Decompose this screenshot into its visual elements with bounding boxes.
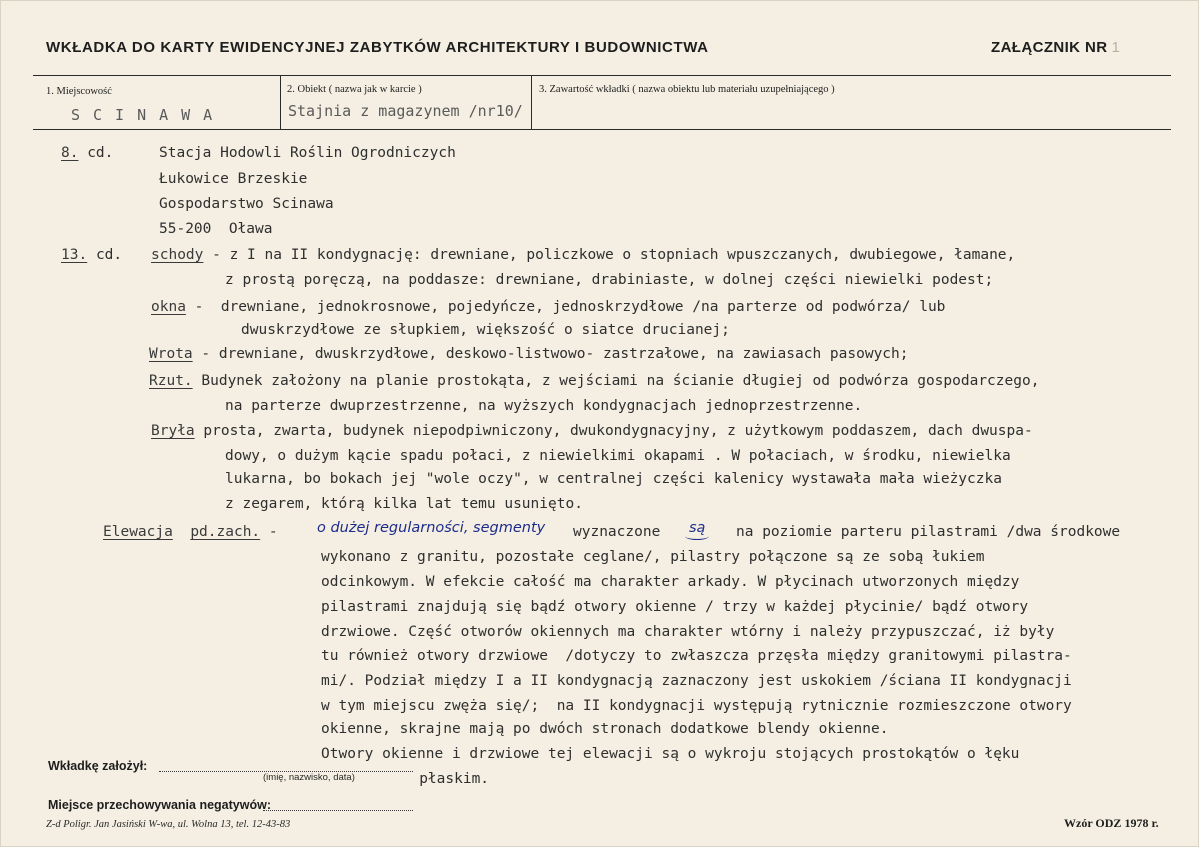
handwritten-annotation-2 bbox=[689, 520, 705, 536]
inserted-by-label: Wkładkę założył: bbox=[48, 759, 148, 773]
section-8-number bbox=[61, 144, 113, 162]
section-8-line: Stacja Hodowli Roślin Ogrodniczych bbox=[159, 145, 456, 161]
column-divider-2 bbox=[531, 75, 532, 129]
bryla-line-3: lukarna, bo bokach jej "wole oczy", w centralnej części kalenicy wystawała mała wieżyczka bbox=[225, 471, 1002, 487]
elewacja-heading bbox=[103, 523, 278, 541]
section-13-cd: cd. bbox=[95, 247, 123, 263]
elewacja-side: pd.zach. bbox=[190, 524, 261, 540]
elewacja-line: w tym miejscu zwęża się/; na II kondygnacji występują rytnicznie rozmieszczone otwory bbox=[321, 698, 1072, 714]
elewacja-line: Otwory okienne i drzwiowe tej elewacji są o wykroju stojących prostokątów o łęku bbox=[321, 746, 1020, 762]
elewacja-line: mi/. Podział między I a II kondygnacją zaznaczony jest uskokiem /ściana II kondygnacji bbox=[321, 673, 1072, 689]
annex-text: ZAŁĄCZNIK NR bbox=[991, 39, 1108, 56]
okna-line-1 bbox=[151, 298, 945, 316]
object-value: Stajnia z magazynem /nr10/ bbox=[288, 102, 523, 120]
wrota-label: Wrota bbox=[149, 346, 193, 362]
okna-text: - drewniane, jednokrosnowe, pojedyńcze, jednoskrzydłowe /na parterze od podwórza/ lub bbox=[185, 299, 946, 315]
bryla-text: prosta, zwarta, budynek niepodpiwniczony, dwukondygnacyjny, z użytkowym poddaszem, dach dwuspa- bbox=[194, 423, 1033, 439]
schody-text: - z I na II kondygnację: drewniane, policzkowe o stopniach wpuszczanych, dwubiegowe, łamane, bbox=[203, 247, 1016, 263]
handwritten-word: są bbox=[689, 520, 706, 536]
elewacja-line: pilastrami znajdują się bądź otwory okienne / trzy w każdej płycinie/ bądź otwory bbox=[321, 599, 1029, 615]
column-divider-1 bbox=[280, 75, 281, 129]
section-13-num: 13. bbox=[61, 247, 88, 263]
negatives-line bbox=[263, 810, 413, 811]
handwritten-annotation-1: o dużej regularności, segmenty bbox=[317, 520, 546, 536]
section-13-number bbox=[61, 246, 122, 264]
elewacja-line: płaskim. bbox=[393, 771, 490, 787]
printer-imprint: Z-d Poligr. Jan Jasiński W-wa, ul. Wolna 13, tel. 12-43-83 bbox=[46, 819, 291, 830]
header-bottom-rule bbox=[33, 129, 1171, 130]
elewacja-label: Elewacja bbox=[103, 524, 173, 540]
bryla-line-1 bbox=[151, 422, 1033, 440]
inserted-by-note: (imię, nazwisko, data) bbox=[263, 772, 355, 783]
bryla-line-4: z zegarem, którą kilka lat temu usunięto. bbox=[225, 496, 583, 512]
elewacja-line: drzwiowe. Część otworów okiennych ma charakter wtórny i należy przypuszczać, iż były bbox=[321, 624, 1055, 640]
elewacja-line: tu również otwory drzwiowe /dotyczy to zwłaszcza przęsła między granitowymi pilastra- bbox=[321, 648, 1072, 664]
elewacja-line: okienne, skrajne mają po dwóch stronach dodatkowe blendy okienne. bbox=[321, 721, 889, 737]
object-field-label: 2. Obiekt ( nazwa jak w karcie ) bbox=[287, 84, 422, 95]
elewacja-dash: - bbox=[268, 524, 278, 540]
form-title: WKŁADKA DO KARTY EWIDENCYJNEJ ZABYTKÓW ARCHITEKTURY I BUDOWNICTWA bbox=[46, 39, 709, 56]
annex-label bbox=[991, 39, 1120, 56]
rzut-label: Rzut. bbox=[149, 373, 193, 389]
wrota-line-1 bbox=[149, 345, 909, 363]
content-field-label: 3. Zawartość wkładki ( nazwa obiektu lub materiału uzupełniającego ) bbox=[539, 84, 835, 95]
bryla-line-2: dowy, o dużym kącie spadu połaci, z niewielkimi okapami . W połaciach, w środku, niewielka bbox=[225, 448, 1011, 464]
elewacja-typed-1: wyznaczone bbox=[573, 524, 661, 540]
section-8-num: 8. bbox=[61, 145, 79, 161]
okna-label: okna bbox=[151, 299, 186, 315]
section-8-line: Łukowice Brzeskie bbox=[159, 171, 308, 187]
elewacja-typed-2: na poziomie parteru pilastrami /dwa środkowe bbox=[736, 524, 1121, 540]
section-8-line: 55-200 Oława bbox=[159, 221, 273, 237]
elewacja-line: wykonano z granitu, pozostałe ceglane/, pilastry połączone są ze sobą łukiem bbox=[321, 549, 985, 565]
schody-line-2: z prostą poręczą, na poddasze: drewniane, drabiniaste, w dolnej części niewielki podest; bbox=[225, 272, 994, 288]
header-top-rule bbox=[33, 75, 1171, 76]
elewacja-line: odcinkowym. W efekcie całość ma charakter arkady. W płycinach utworzonych między bbox=[321, 574, 1020, 590]
schody-line-1 bbox=[151, 246, 1015, 264]
negatives-label: Miejsce przechowywania negatywów: bbox=[48, 798, 271, 812]
place-value: SCINAWA bbox=[71, 106, 226, 124]
rzut-line-2: na parterze dwuprzestrzenne, na wyższych kondygnacjach jednoprzestrzenne. bbox=[225, 398, 863, 414]
okna-line-2: dwuskrzydłowe ze słupkiem, większość o siatce drucianej; bbox=[241, 322, 730, 338]
place-field-label: 1. Miejscowość bbox=[46, 86, 112, 97]
form-code: Wzór ODZ 1978 r. bbox=[1064, 816, 1159, 830]
rzut-line-1 bbox=[149, 372, 1039, 390]
annex-number: 1 bbox=[1111, 39, 1121, 56]
bryla-label: Bryła bbox=[151, 423, 195, 439]
schody-label: schody bbox=[151, 247, 204, 263]
section-8-line: Gospodarstwo Scinawa bbox=[159, 196, 334, 212]
wrota-text: - drewniane, dwuskrzydłowe, deskowo-listwowo- zastrzałowe, na zawiasach pasowych; bbox=[192, 346, 909, 362]
section-8-cd: cd. bbox=[87, 145, 114, 161]
rzut-text: Budynek założony na planie prostokąta, z wejściami na ścianie długiej od podwórza gospodarczego, bbox=[192, 373, 1040, 389]
